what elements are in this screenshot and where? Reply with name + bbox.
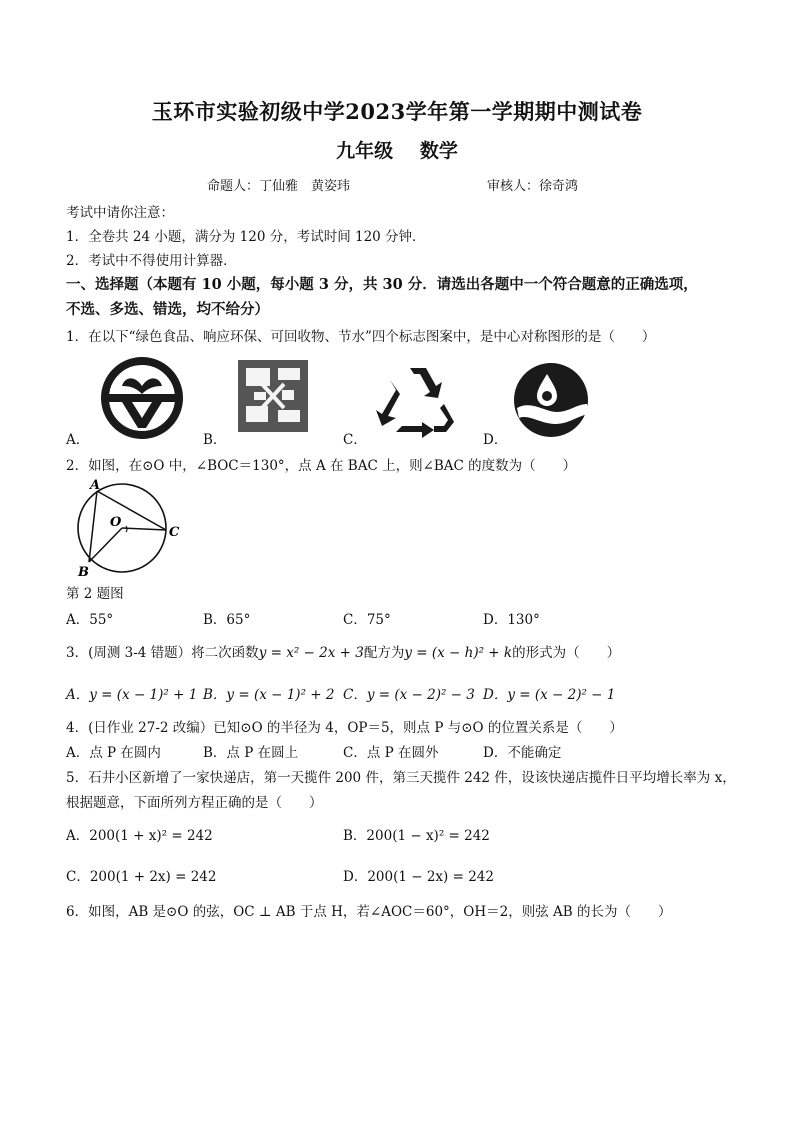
question-3-option-d: D．y = (x − 2)² − 1	[483, 687, 616, 703]
figure-2-caption: 第 2 题图	[66, 586, 124, 602]
question-5-option-a: A．200(1 + x)² = 242	[66, 828, 213, 844]
question-3-middle: 配方为	[363, 645, 405, 661]
question-5-option-d: D．200(1 − 2x) = 242	[343, 869, 494, 885]
question-3-prefix: 3．(周测 3-4 错题）将二次函数	[66, 645, 259, 661]
point-a-label: A	[90, 478, 101, 493]
question-1-text: 1．在以下“绿色食品、响应环保、可回收物、节水”四个标志图案中，是中心对称图形的是（ ）	[66, 329, 656, 345]
question-3-option-a: A．y = (x − 1)² + 1	[66, 687, 198, 703]
section-heading-line-1: 一、选择题（本题有 10 小题，每小题 3 分，共 30 分．请选出各题中一个符合题意的正确选项，	[66, 276, 698, 293]
reviewer-line: 审核人：徐奇鸿	[487, 179, 579, 194]
question-3-text	[66, 641, 620, 661]
segment-ac	[97, 491, 166, 530]
point-c-label: C	[169, 525, 180, 540]
recycle-logo-icon	[372, 360, 464, 440]
question-2-option-c: C．75°	[343, 612, 391, 628]
question-3-form: y = (x − h)² + k	[404, 645, 513, 661]
question-4-option-d: D．不能确定	[483, 745, 562, 761]
question-6-text: 6．如图，AB 是⊙O 的弦，OC ⊥ AB 于点 H，若∠AOC＝60°，OH＝2，则弦 AB 的长为（ ）	[66, 904, 672, 920]
segment-ab	[89, 491, 97, 562]
author-line: 命题人：丁仙雅 黄姿玮	[207, 179, 351, 194]
question-4-text: 4．(日作业 27-2 改编）已知⊙O 的半径为 4，OP＝5，则点 P 与⊙O 的位置关系是（ ）	[66, 720, 623, 736]
question-2-option-d: D．130°	[483, 612, 540, 628]
green-food-logo-icon	[100, 356, 184, 440]
question-1-option-b: B．	[203, 432, 227, 448]
question-4-option-b: B．点 P 在圆上	[203, 745, 299, 761]
question-5-option-c: C．200(1 + 2x) = 242	[66, 869, 217, 885]
circle-figure-q2	[70, 476, 186, 580]
question-4-option-a: A．点 P 在圆内	[66, 745, 161, 761]
question-4-option-c: C．点 P 在圆外	[343, 745, 439, 761]
question-3-option-b: B．y = (x − 1)² + 2	[203, 687, 335, 703]
section-heading-line-2: 不选、多选、错选，均不给分）	[66, 301, 269, 318]
question-3-option-c: C．y = (x − 2)² − 3	[343, 687, 475, 703]
environmental-logo-icon	[236, 358, 310, 434]
point-b-label: B	[78, 565, 89, 580]
exam-title: 玉环市实验初级中学2023学年第一学期期中测试卷	[151, 99, 643, 124]
question-2-option-a: A．55°	[66, 612, 114, 628]
question-3-suffix: 的形式为（ ）	[512, 645, 621, 661]
angle-mark	[126, 526, 127, 532]
question-5-line-1: 5．石井小区新增了一家快递店，第一天揽件 200 件，第三天揽件 242 件，设该快递店揽件日平均增长率为 x，	[66, 770, 736, 786]
question-3-expression: y = x² − 2x + 3	[258, 645, 364, 661]
point-o-label: O	[110, 515, 122, 530]
notice-heading: 考试中请你注意：	[66, 205, 174, 221]
question-5-option-b: B．200(1 − x)² = 242	[343, 828, 490, 844]
question-2-text: 2．如图，在⊙O 中，∠BOC＝130°，点 A 在 BAC 上，则∠BAC 的度数为（ ）	[66, 458, 577, 474]
segment-ob	[89, 528, 122, 562]
question-1-option-c: C．	[343, 432, 367, 448]
exam-subtitle	[0, 136, 794, 163]
water-saving-logo-icon	[511, 360, 591, 440]
question-1-option-d: D．	[483, 432, 508, 448]
question-1-option-a: A．	[66, 432, 90, 448]
question-5-line-2: 根据题意，下面所列方程正确的是（ ）	[66, 795, 323, 811]
segment-oc	[122, 528, 166, 530]
notice-item-1: 1．全卷共 24 小题，满分为 120 分，考试时间 120 分钟．	[66, 229, 426, 245]
question-2-option-b: B．65°	[203, 612, 251, 628]
notice-item-2: 2．考试中不得使用计算器．	[66, 253, 237, 269]
grade-label: 九年级	[336, 140, 394, 162]
subject-label: 数学	[419, 140, 458, 162]
